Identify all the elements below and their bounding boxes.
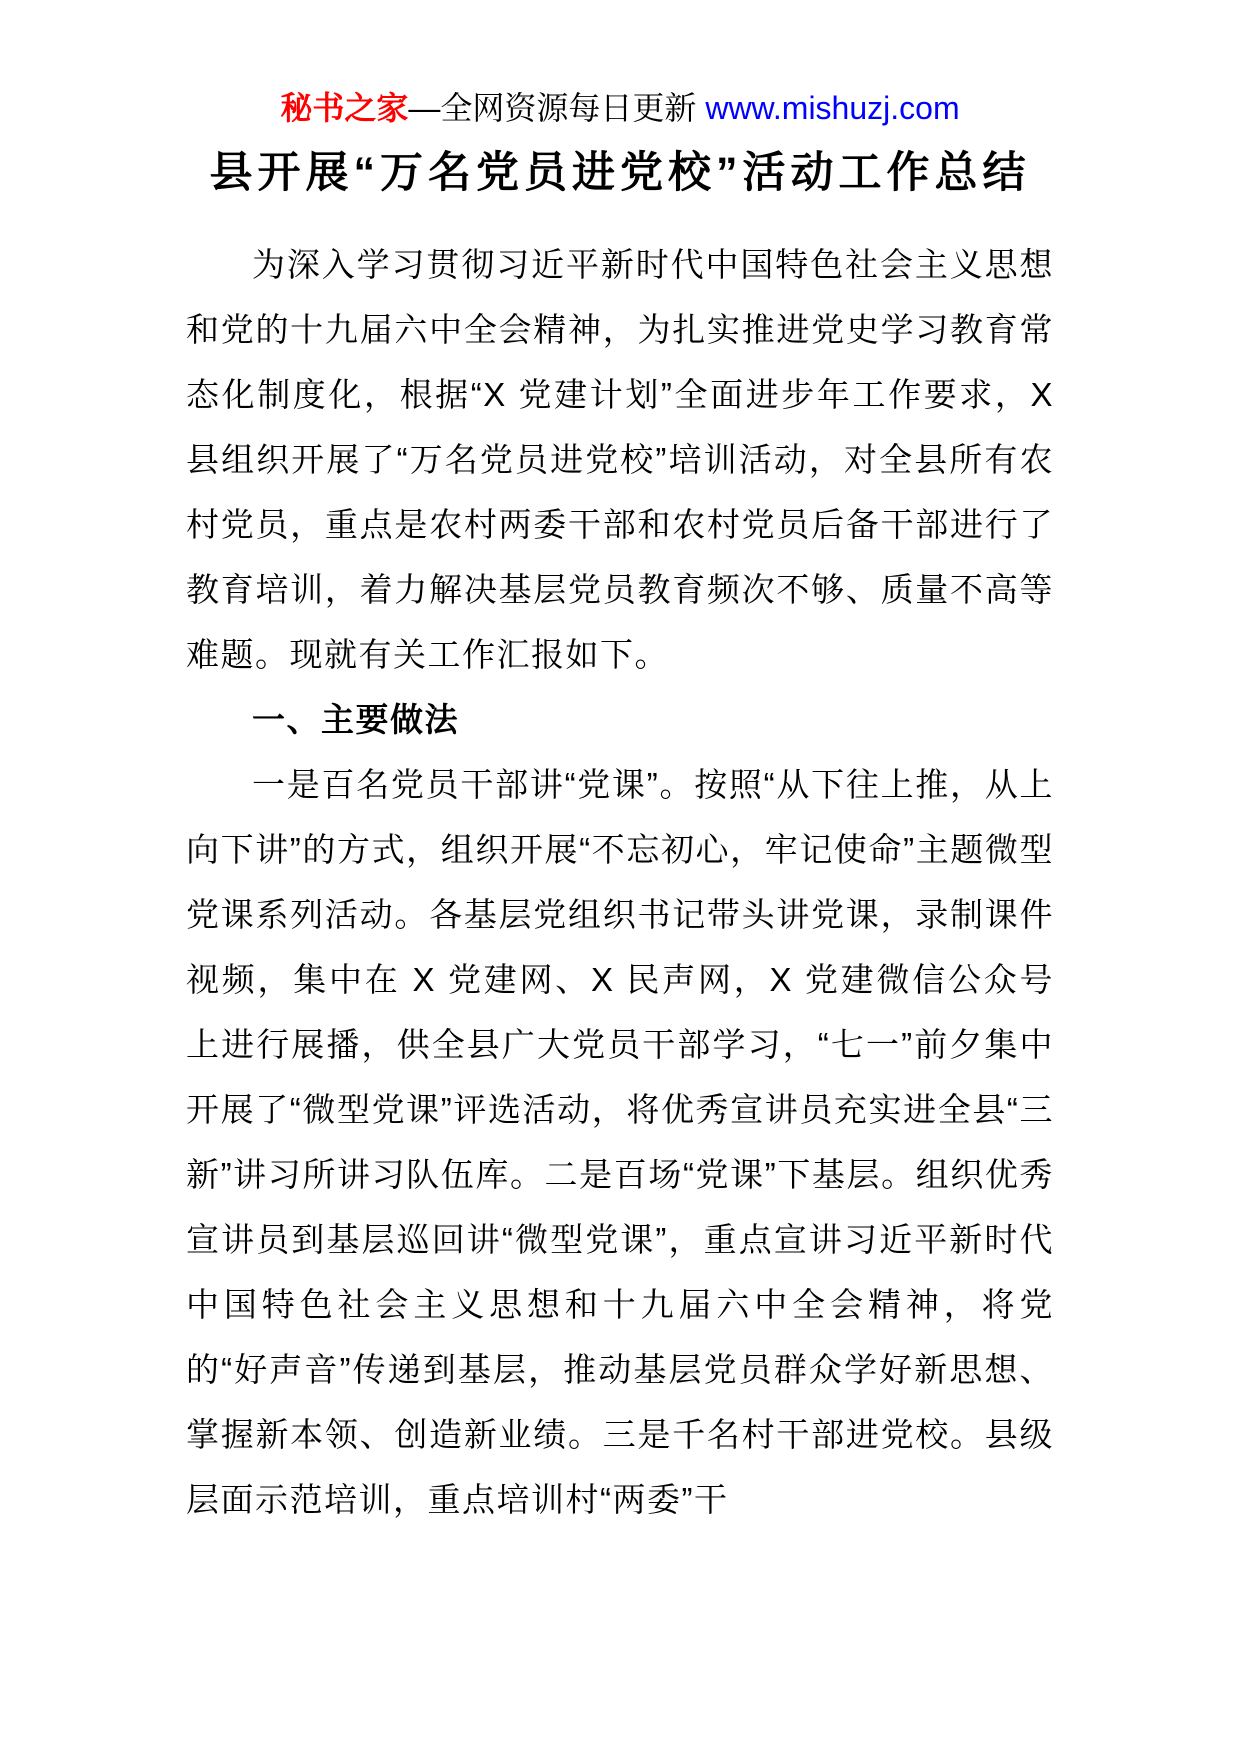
document-body <box>186 232 1054 1532</box>
intro-paragraph: 为深入学习贯彻习近平新时代中国特色社会主义思想和党的十九届六中全会精神，为扎实推进党史学习教育常态化制度化，根据“X 党建计划”全面进步年工作要求，X县组织开展了“万名党员进党校”培训活动，对全县所有农村党员，重点是农村两委干部和农村党员后备干部进行了教育培训，着力解决基层党员教育频次不够、质量不高等难题。现就有关工作汇报如下。 <box>186 246 1054 673</box>
site-url-link[interactable]: www.mishuzj.com <box>705 90 960 126</box>
site-tagline: —全网资源每日更新 <box>408 90 706 126</box>
document-title: 县开展“万名党员进党校”活动工作总结 <box>209 149 1031 197</box>
site-header <box>0 0 1240 128</box>
section-1-paragraph: 一是百名党员干部讲“党课”。按照“从下往上推，从上向下讲”的方式，组织开展“不忘初心，牢记使命”主题微型党课系列活动。各基层党组织书记带头讲党课，录制课件视频，集中在 X 党建网、X 民声网，X 党建微信公众号上进行展播，供全县广大党员干部学习，“七一”前夕集中开展了“微型党课”评选活动，将优秀宣讲员充实进全县“三新”讲习所讲习队伍库。二是百场“党课”下基层。组织优秀宣讲员到基层巡回讲“微型党课”，重点宣讲习近平新时代中国特色社会主义思想和十九届六中全会精神，将党的“好声音”传递到基层，推动基层党员群众学好新思想、掌握新本领、创造新业绩。三是千名村干部进党校。县级层面示范培训，重点培训村“两委”干 <box>186 766 1054 1518</box>
section-heading-main-practices: 一、主要做法 <box>252 701 459 738</box>
site-name: 秘书之家 <box>280 90 409 126</box>
